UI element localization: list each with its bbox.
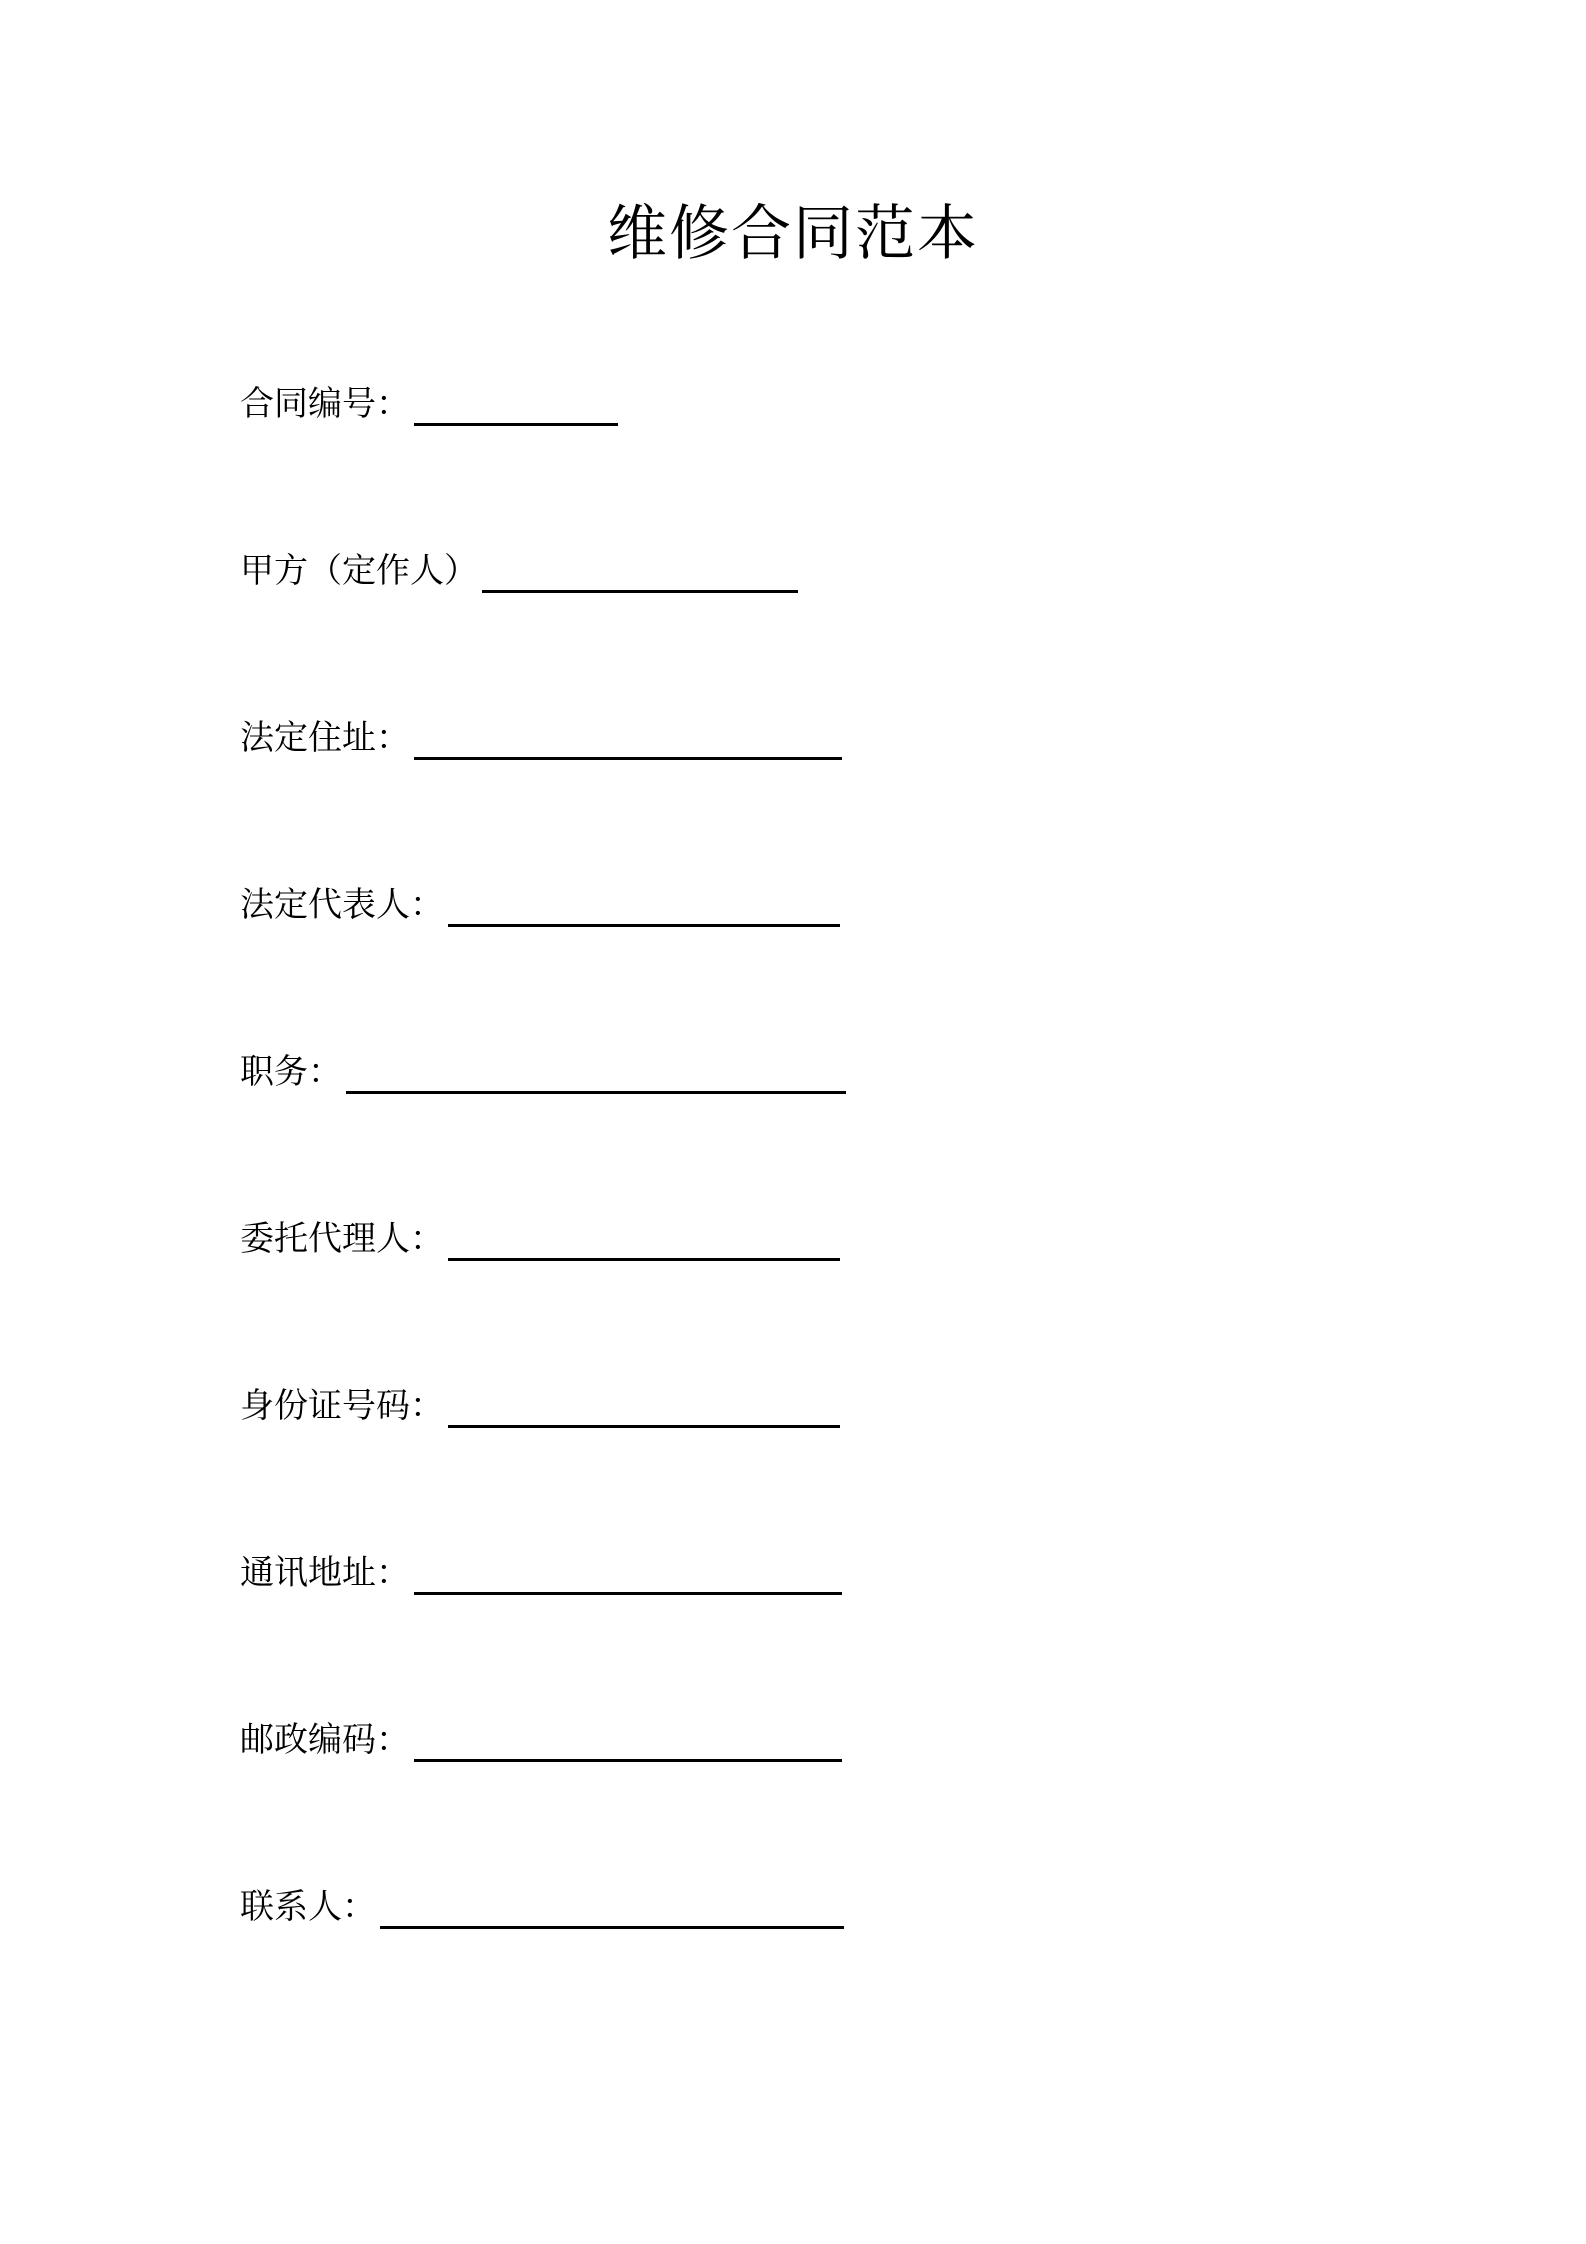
field-postal-code: [240, 1706, 842, 1762]
blank-line[interactable]: [414, 383, 618, 426]
field-label: 身份证号码：: [240, 1386, 444, 1426]
blank-line[interactable]: [448, 1385, 840, 1428]
field-position: [240, 1038, 846, 1094]
blank-line[interactable]: [414, 1552, 842, 1595]
blank-line[interactable]: [448, 884, 840, 927]
field-label: 法定代表人：: [240, 885, 444, 925]
field-authorized-agent: [240, 1205, 840, 1261]
field-legal-address: [240, 704, 842, 760]
field-contact-person: [240, 1873, 844, 1929]
field-label: 委托代理人：: [240, 1219, 444, 1259]
field-label: 职务：: [240, 1052, 342, 1092]
blank-line[interactable]: [380, 1886, 844, 1929]
field-label: 甲方（定作人）: [240, 551, 478, 591]
field-party-a: [240, 537, 798, 593]
document-title: 维修合同范本: [607, 199, 979, 269]
blank-line[interactable]: [414, 717, 842, 760]
field-legal-representative: [240, 871, 840, 927]
blank-line[interactable]: [448, 1218, 840, 1261]
field-label: 合同编号：: [240, 384, 410, 424]
field-id-number: [240, 1372, 840, 1428]
field-label: 通讯地址：: [240, 1553, 410, 1593]
field-mailing-address: [240, 1539, 842, 1595]
blank-line[interactable]: [414, 1719, 842, 1762]
blank-line[interactable]: [482, 550, 798, 593]
field-contract-number: [240, 370, 618, 426]
blank-line[interactable]: [346, 1051, 846, 1094]
field-label: 法定住址：: [240, 718, 410, 758]
field-label: 联系人：: [240, 1887, 376, 1927]
field-label: 邮政编码：: [240, 1720, 410, 1760]
